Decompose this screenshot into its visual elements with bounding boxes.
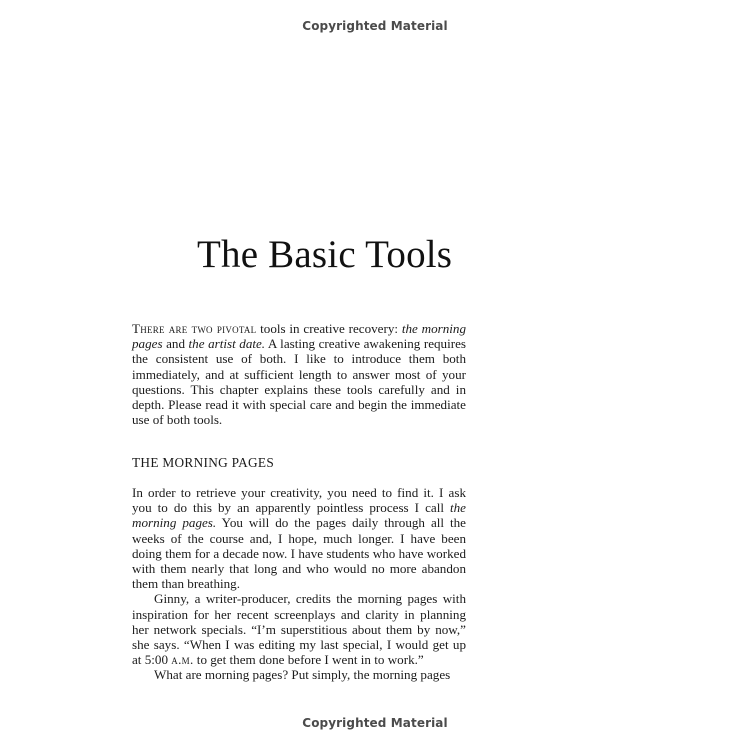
term-morning-pages: the morning pages.	[132, 500, 466, 531]
copyright-watermark-top: Copyrighted Material	[302, 19, 448, 33]
term-morning-pages: the morning pages	[132, 321, 466, 352]
body-text: Ginny, a writer-producer, credits the morning pages with inspiration for her recent screenplays and clarity in planning her network specials. “I’m superstitious about them by now,” she says. “When I was editing my last special, I would get up at 5:00	[132, 591, 466, 668]
intro-paragraph	[132, 321, 466, 427]
section-heading: THE MORNING PAGES	[132, 455, 275, 470]
copyright-watermark-bottom: Copyrighted Material	[302, 716, 448, 730]
body-paragraph	[132, 485, 466, 591]
intro-text: tools in creative recovery:	[256, 321, 402, 336]
term-artist-date: the artist date.	[188, 336, 266, 352]
intro-lead-smallcaps: There are two pivotal	[132, 321, 257, 336]
body-text: to get them done before I went in to work.”	[193, 652, 424, 668]
intro-text: A lasting creative awakening requires the consistent use of both. I like to introduce them both immediately, and at sufficient length to answer most of your questions. This chapter explains these tools carefully and in depth. Please read it with special care and begin the immediate use of both tools.	[132, 336, 467, 428]
intro-text: and	[162, 336, 189, 352]
chapter-title: The Basic Tools	[197, 233, 453, 276]
body-text: You will do the pages daily through all the weeks of the course and, I hope, much longer. I have been doing them for a decade now. I have students who have worked with them nearly that long and who would no more abandon them than breathing.	[132, 515, 466, 592]
body-paragraph	[132, 591, 466, 667]
body-text: What are morning pages? Put simply, the morning pages	[154, 667, 451, 683]
body-text: In order to retrieve your creativity, you need to find it. I ask you to do this by an apparently pointless process I call	[132, 485, 466, 516]
body-paragraph	[132, 667, 466, 682]
section-body	[132, 485, 466, 683]
time-abbreviation: a.m.	[171, 652, 194, 668]
